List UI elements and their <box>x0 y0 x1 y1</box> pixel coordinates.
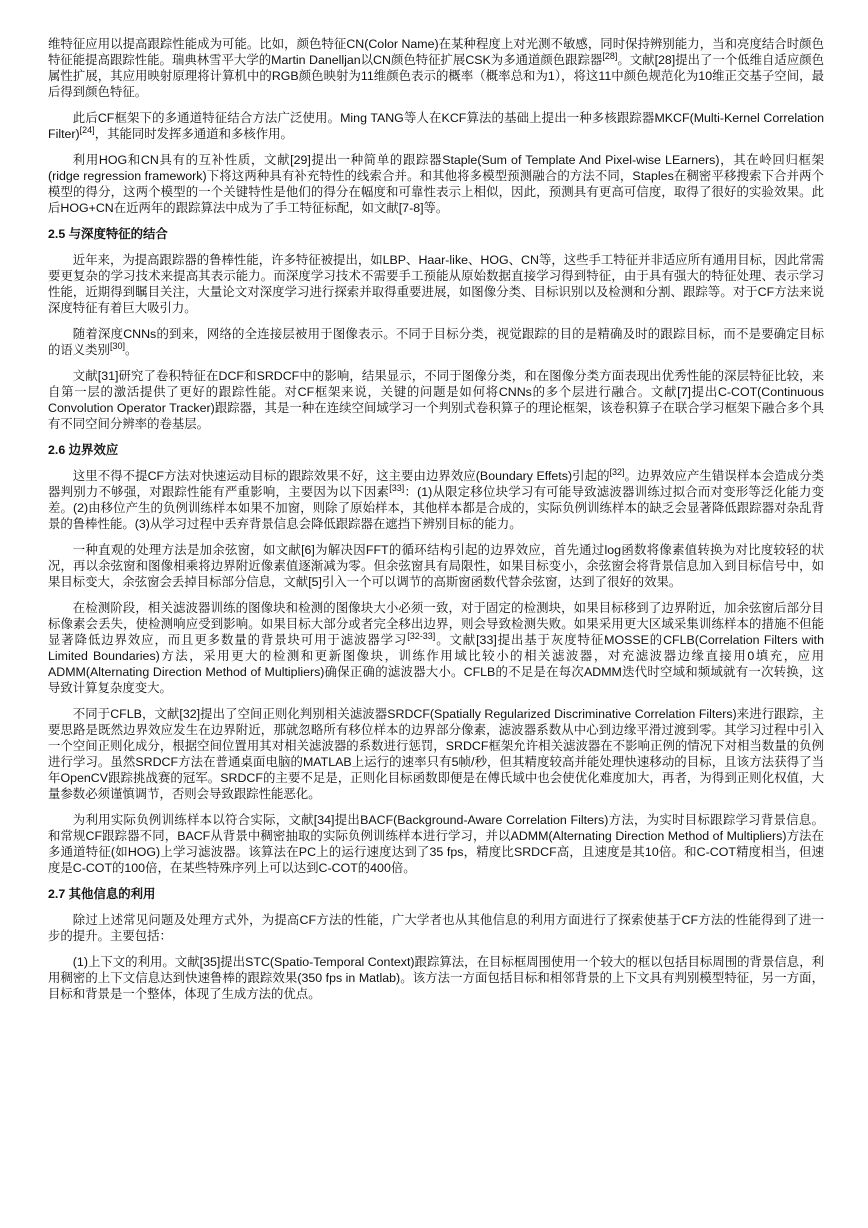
text-run: 一种直观的处理方法是加余弦窗，如文献[6]为解决因FFT的循环结构引起的边界效应，首先通过log函数将像素值转换为对比度较轻的状况，再以余弦窗和图像相乘将边界附近像素值逐渐减为零。但余弦窗具有局限性，如果目标变小，余弦窗会将背景信息加入到目标信号中，如果目标变大，余弦窗会丢掉目标部分信息，文献[5]引入一个可以调节的高斯窗函数代替余弦窗，达到了很好的效果。 <box>48 543 824 589</box>
body-paragraph <box>48 110 824 142</box>
text-run: 。 <box>124 343 138 357</box>
text-run: 文献[31]研究了卷积特征在DCF和SRDCF中的影响，结果显示，不同于图像分类，和在图像分类方面表现出优秀性能的深层特征比较，来自第一层的激活提供了更好的跟踪性能。对CF框架来说，关键的问题是如何将CNNs的多个层进行融合。文献[7]提出C-COT(Continuous Convolution Operator Tracker)跟踪器，其是一种在连续空间域学习一个判别式卷积算子的理论框架，该卷积算子在联合学习框架下融合多个具有不同空间分辨率的卷基层。 <box>48 369 824 431</box>
text-run: 2.6 边界效应 <box>48 443 119 457</box>
body-paragraph <box>48 912 824 944</box>
text-run: 除过上述常见问题及处理方式外，为提高CF方法的性能，广大学者也从其他信息的利用方面进行了探索使基于CF方法的性能得到了进一步的提升。主要包括： <box>48 913 824 943</box>
citation-superscript: [33] <box>389 482 405 493</box>
citation-superscript: [28] <box>602 50 618 61</box>
text-run: 在检测阶段，相关滤波器训练的图像块和检测的图像块大小必须一致，对于固定的检测块，如果目标移到了边界附近，加余弦窗后部分目标像素会丢失，使检测响应受到影响。如果目标大部分或者完全移出边界，则会导致检测失败。如果采用更大区域采集训练样本的措施不但能显著降低边界效应，而且更多数量的背景块可用于滤波器学习 <box>48 601 824 647</box>
body-paragraph <box>48 542 824 590</box>
text-run: ，其能同时发挥多通道和多核作用。 <box>94 127 293 141</box>
section-heading <box>48 442 824 458</box>
text-run: 。文献[28]提出了一个低维自适应颜色属性扩展，其应用映射原理将计算机中的RGB颜色映射为11维颜色表示的概率（概率总和为1），将这11中颜色规范化为10维正交基子空间，最后得到颜色特征。 <box>48 53 824 99</box>
body-paragraph <box>48 706 824 802</box>
text-run: 这里不得不提CF方法对快速运动目标的跟踪效果不好，这主要由边界效应(Boundary Effets)引起的 <box>72 469 610 483</box>
citation-superscript: [32-33] <box>407 630 436 641</box>
text-run: 利用HOG和CN具有的互补性质，文献[29]提出一种简单的跟踪器Staple(Sum of Template And Pixel-wise LEarners)，其在岭回归框架(ridge regression framework)下将这两种具有补充特性的线索合并。和其他将多模型预测融合的方法不同，Staples在稠密平移搜索下合并两个模型的得分，这两个模型的一个关键特性是他们的得分在幅度和可靠性表示上相似，因此，预测具有更高可信度，取得了很好的实验效果。此后HOG+CN在近两年的跟踪算法中成为了手工特征标配，如文献[7-8]等。 <box>48 153 824 215</box>
text-run: 。文献[33]提出基于灰度特征MOSSE的CFLB(Correlation Filters with Limited Boundaries)方法，采用更大的检测和更新图像块，训练作用域比较小的相关滤波器，对充滤波器边缘直接用0填充，应用ADMM(Alternating Direction Method of Multipliers)确保正确的滤波器大小。CFLB的不足是在每次ADMM迭代时空域和频域就有一次转换，这导致计算复杂度变大。 <box>48 633 824 695</box>
body-paragraph <box>48 36 824 100</box>
section-heading <box>48 886 824 902</box>
text-run: 2.5 与深度特征的结合 <box>48 227 168 241</box>
text-run: 为利用实际负例训练样本以符合实际，文献[34]提出BACF(Background-Aware Correlation Filters)方法，为实时目标跟踪学习背景信息。和常规CF跟踪器不同，BACF从背景中稠密抽取的实际负例训练样本进行学习，并以ADMM(Alternating Direction Method of Multipliers)方法在多通道特征(如HOG)上学习滤波器。该算法在PC上的运行速度达到了35 fps，精度比SRDCF高，且速度是其10倍。和C-COT精度相当，但速度是C-COT的100倍，在某些特殊序列上可以达到C-COT的400倍。 <box>48 813 824 875</box>
text-run: 近年来，为提高跟踪器的鲁棒性能，许多特征被提出，如LBP、Haar-like、HOG、CN等，这些手工特征并非适应所有通用目标，因此常需要更复杂的学习技术来提高其表示能力。而深度学习技术不需要手工预能从原始数据直接学习得到特征，由于具有强大的特征处理、表示学习性能，近期得到瞩目关注，大量论文对深度学习进行探索并取得重要进展，如图像分类、目标识别以及检测和分割、跟踪等。对于CF方法来说深度特征有着巨大吸引力。 <box>48 253 824 315</box>
body-paragraph <box>48 600 824 696</box>
body-paragraph <box>48 468 824 532</box>
body-paragraph <box>48 812 824 876</box>
text-run: 不同于CFLB，文献[32]提出了空间正则化判别相关滤波器SRDCF(Spatially Regularized Discriminative Correlation Filters)来进行跟踪，主要思路是既然边界效应发生在边界附近，那就忽略所有移位样本的边界部分像素，滤波器系数从中心到边缘平滑过渡到零。其学习过程中引入一个空间正则化成分，根据空间位置用其对相关滤波器的系数进行惩罚，SRDCF框架允许相关滤波器在不影响正例的情况下对相当数量的负例进行学习。虽然SRDCF方法在普通桌面电脑的MATLAB上运行的速率只有5帧/秒，但其精度较高并能处理快速移动的目标，且该方法获得了当年OpenCV跟踪挑战赛的冠军。SRDCF的主要不足是，正则化目标函数即便是在傅氏域中也会使优化难度加大，再者，为得到正则化权值，大量参数必须谨慎调节，否则会导致跟踪性能恶化。 <box>48 707 824 801</box>
text-run: 。边界效应产生错误样本会造成分类器判别力不够强，对跟踪性能有严重影响，主要因为以下因素 <box>48 469 825 499</box>
text-run: 此后CF框架下的多通道特征结合方法广泛使用。Ming TANG等人在KCF算法的基础上提出一种多核跟踪器MKCF(Multi-Kernel Correlation Filter) <box>48 111 824 141</box>
body-paragraph <box>48 368 824 432</box>
body-paragraph <box>48 954 824 1002</box>
body-paragraph <box>48 152 824 216</box>
text-run: 2.7 其他信息的利用 <box>48 887 156 901</box>
text-run: 随着深度CNNs的到来，网络的全连接层被用于图像表示。不同于目标分类，视觉跟踪的目的是精确及时的跟踪目标，而不是要确定目标的语义类别 <box>48 327 824 357</box>
citation-superscript: [30] <box>109 340 125 351</box>
citation-superscript: [24] <box>79 124 95 135</box>
text-run: ：(1)从限定移位块学习有可能导致滤波器训练过拟合而对变形等泛化能力变差。(2)由移位产生的负例训练样本如果不加窗，则除了原始样本，其他样本都是合成的，实际负例训练样本的缺乏会显著降低跟踪器对杂乱背景的鲁棒性能。(3)从学习过程中丢弃背景信息会降低跟踪器在遮挡下辨别目标的能力。 <box>48 485 824 531</box>
body-paragraph <box>48 326 824 358</box>
text-run: (1)上下文的利用。文献[35]提出STC(Spatio-Temporal Context)跟踪算法，在目标框周围使用一个较大的框以包括目标周围的背景信息，利用稠密的上下文信息达到快速鲁棒的跟踪效果(350 fps in Matlab)。该方法一方面包括目标和相邻背景的上下文具有判别模型特征，另一方面，目标和背景是一个整体，体现了生成方法的优点。 <box>48 955 824 1001</box>
section-heading <box>48 226 824 242</box>
body-paragraph <box>48 252 824 316</box>
citation-superscript: [32] <box>609 466 625 477</box>
text-run: 维特征应用以提高跟踪性能成为可能。比如，颜色特征CN(Color Name)在某种程度上对光测不敏感，同时保持辨别能力，当和亮度结合时颜色特征能提高跟踪性能。瑞典林雪平大学的Martin Danelljan以CN颜色特征扩展CSK为多通道颜色跟踪器 <box>48 37 824 67</box>
